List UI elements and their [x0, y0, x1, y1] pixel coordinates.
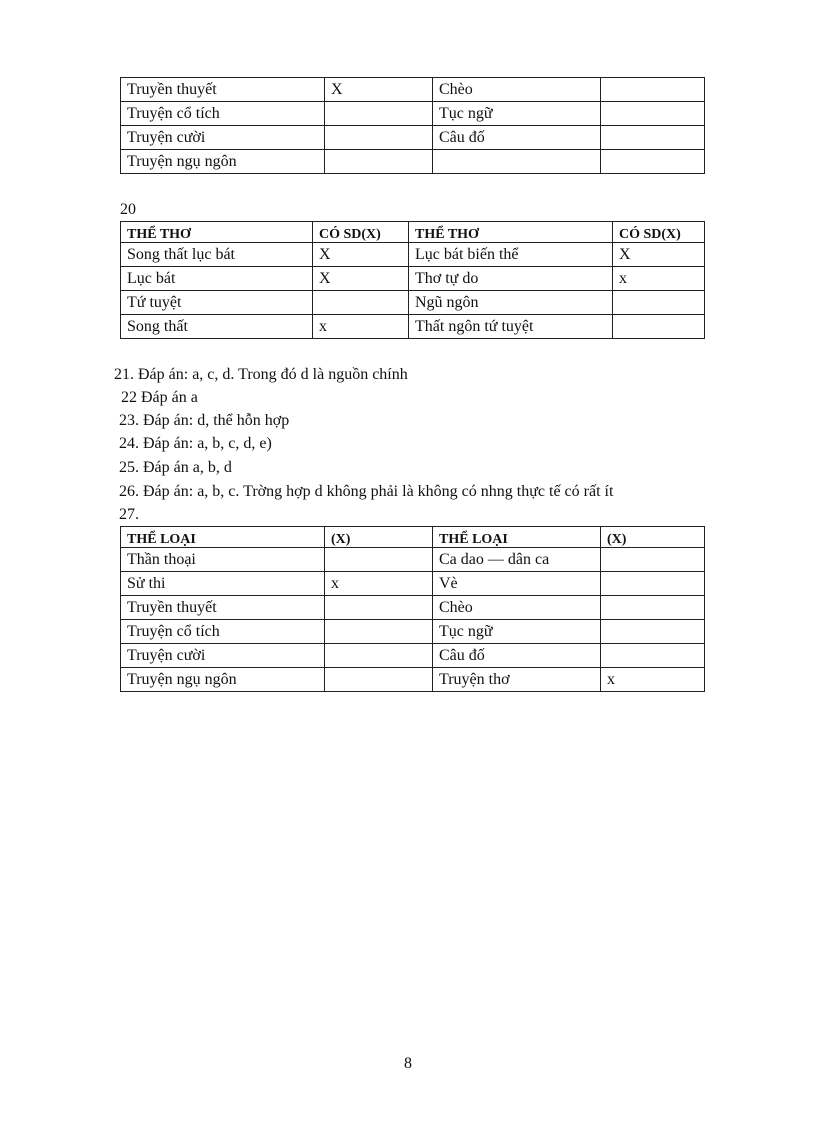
- table-cell: Truyền thuyết: [121, 78, 325, 102]
- table-row: [121, 150, 705, 174]
- table-cell: X: [313, 267, 409, 291]
- table-row: [121, 243, 705, 267]
- table-row: [121, 668, 705, 692]
- table-cell: [325, 548, 433, 572]
- header-cell: (X): [325, 527, 433, 548]
- table-cell: Vè: [433, 572, 601, 596]
- answer-21: 21. Đáp án: a, c, d. Trong đó d là nguồn chính: [114, 366, 408, 383]
- table-cell: X: [313, 243, 409, 267]
- table-header-row: [121, 527, 705, 548]
- table-cell: Truyện thơ: [433, 668, 601, 692]
- table-cell: Ca dao — dân ca: [433, 548, 601, 572]
- table-row: [121, 644, 705, 668]
- table-row: [121, 548, 705, 572]
- table-cell: [325, 668, 433, 692]
- table-cell: Tứ tuyệt: [121, 291, 313, 315]
- table-cell: [325, 644, 433, 668]
- table-cell: x: [601, 668, 705, 692]
- table-cell: X: [325, 78, 433, 102]
- table-cell: Lục bát: [121, 267, 313, 291]
- table-cell: Truyền thuyết: [121, 596, 325, 620]
- table-cell: [601, 126, 705, 150]
- table-cell: [325, 102, 433, 126]
- table-cell: [325, 596, 433, 620]
- table-cell: X: [613, 243, 705, 267]
- table-cell: [601, 644, 705, 668]
- table-cell: [325, 126, 433, 150]
- table-cell: [313, 291, 409, 315]
- table-cell: [601, 596, 705, 620]
- table-cell: [601, 620, 705, 644]
- header-cell: THỂ LOẠI: [433, 527, 601, 548]
- table-cell: Thần thoại: [121, 548, 325, 572]
- table-cell: [601, 548, 705, 572]
- table-cell: Câu đố: [433, 126, 601, 150]
- table-cell: Ngũ ngôn: [409, 291, 613, 315]
- header-cell: THỂ LOẠI: [121, 527, 325, 548]
- table-row: [121, 620, 705, 644]
- table-cell: Truyện cười: [121, 644, 325, 668]
- table-row: [121, 267, 705, 291]
- table-cell: Truyện ngụ ngôn: [121, 668, 325, 692]
- header-cell: (X): [601, 527, 705, 548]
- header-cell: THỂ THƠ: [121, 222, 313, 243]
- page-number: 8: [404, 1055, 412, 1072]
- table-cell: x: [325, 572, 433, 596]
- question-20-number: 20: [120, 201, 136, 218]
- table-cell: Tục ngữ: [433, 620, 601, 644]
- table-cell: Chèo: [433, 596, 601, 620]
- table-row: [121, 596, 705, 620]
- table-cell: [601, 102, 705, 126]
- table-cell: Sử thi: [121, 572, 325, 596]
- table-cell: Song thất: [121, 315, 313, 339]
- table-header-row: [121, 222, 705, 243]
- poetry-form-table: [120, 221, 705, 339]
- table-cell: [325, 150, 433, 174]
- table-cell: [601, 572, 705, 596]
- table-cell: Tục ngữ: [433, 102, 601, 126]
- table-cell: Truyện cổ tích: [121, 620, 325, 644]
- table-cell: x: [613, 267, 705, 291]
- answer-25: 25. Đáp án a, b, d: [119, 459, 232, 476]
- table-cell: Câu đố: [433, 644, 601, 668]
- table-cell: [325, 620, 433, 644]
- table-cell: [601, 78, 705, 102]
- table-cell: x: [313, 315, 409, 339]
- header-cell: CÓ SD(X): [313, 222, 409, 243]
- table-row: [121, 78, 705, 102]
- table-row: [121, 572, 705, 596]
- table-cell: [613, 291, 705, 315]
- answer-23: 23. Đáp án: d, thể hỗn hợp: [119, 412, 290, 429]
- header-cell: CÓ SD(X): [613, 222, 705, 243]
- answer-24: 24. Đáp án: a, b, c, d, e): [119, 435, 272, 452]
- question-27-number: 27.: [119, 506, 139, 523]
- table-row: [121, 315, 705, 339]
- table-cell: [601, 150, 705, 174]
- literary-genre-table: [120, 526, 705, 692]
- table-cell: Truyện ngụ ngôn: [121, 150, 325, 174]
- answer-22: 22 Đáp án a: [121, 389, 198, 406]
- table-cell: Chèo: [433, 78, 601, 102]
- table-cell: Song thất lục bát: [121, 243, 313, 267]
- table-cell: Truyện cười: [121, 126, 325, 150]
- table-cell: [433, 150, 601, 174]
- table-row: [121, 102, 705, 126]
- header-cell: THỂ THƠ: [409, 222, 613, 243]
- table-cell: [613, 315, 705, 339]
- table-row: [121, 291, 705, 315]
- table-cell: Lục bát biến thể: [409, 243, 613, 267]
- genre-table-continued: [120, 77, 705, 174]
- table-cell: Thơ tự do: [409, 267, 613, 291]
- table-cell: Thất ngôn tứ tuyệt: [409, 315, 613, 339]
- answer-26: 26. Đáp án: a, b, c. Trờng hợp d không phải là không có nhng thực tế có rất ít: [119, 483, 614, 500]
- table-cell: Truyện cổ tích: [121, 102, 325, 126]
- table-row: [121, 126, 705, 150]
